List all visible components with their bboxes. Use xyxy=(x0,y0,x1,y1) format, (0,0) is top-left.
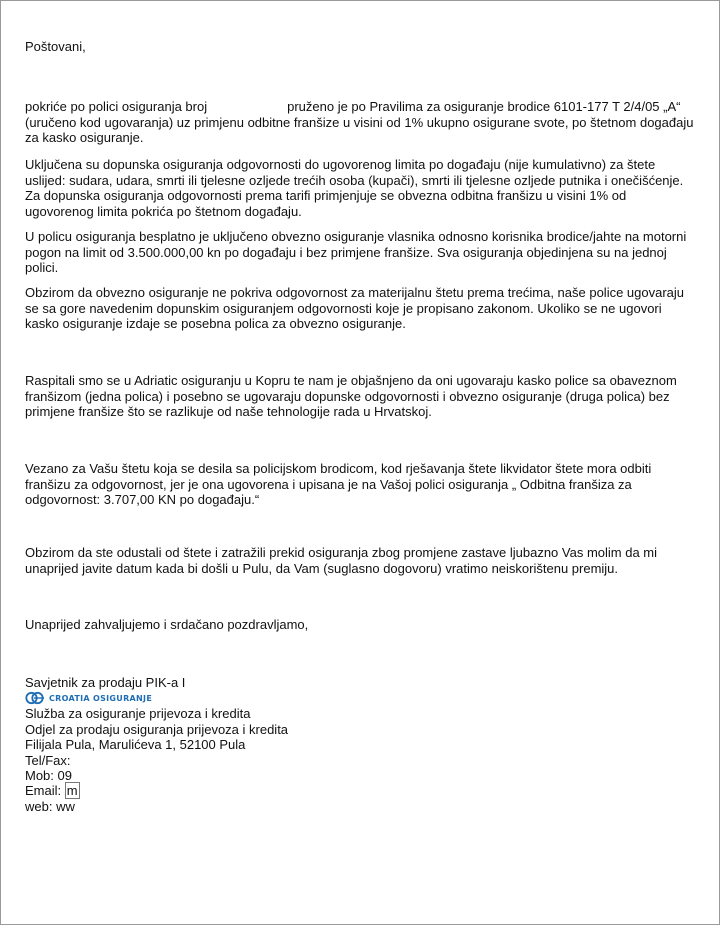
greeting: Poštovani, xyxy=(25,39,86,54)
paragraph-material-damage: Obzirom da obvezno osiguranje ne pokriva odgovornost za materijalnu štetu prema trećima, naše police ugovaraju se sa gore navedenim dopunskim osiguranjem odgovornosti koje je propisano zakonom. Ukoliko se ne ugovori kasko osiguranje izdaje se posebna polica za obvezno osiguranje. xyxy=(25,285,685,332)
paragraph-claim-franchise: Vezano za Vašu štetu koja se desila sa policijskom brodicom, kod rješavanja štete likvidator štete mora odbiti franšizu za odgovornost, jer je ona ugovorena i upisana je na Vašoj polici osiguranja „ Odbitna franšiza za odgovornost: 3.707,00 KN po događaju.“ xyxy=(25,461,652,508)
paragraph-policy-coverage xyxy=(25,99,695,146)
signature-web[interactable]: web: ww xyxy=(25,798,75,814)
email-link[interactable]: m xyxy=(66,783,78,799)
signature-block xyxy=(25,675,288,814)
company-logo xyxy=(25,690,288,706)
signature-email: Email: m xyxy=(25,783,78,799)
logo-text: CROATIA OSIGURANJE xyxy=(49,693,153,703)
signature-address: Filijala Pula, Marulićeva 1, 52100 Pula xyxy=(25,737,246,753)
signature-telfax: Tel/Fax: xyxy=(25,752,71,768)
paragraph-mandatory-insurance: U policu osiguranja besplatno je uključeno obvezno osiguranje vlasnika odnosno korisnika brodice/jahte na motorni pogon na limit od 3.500.000,00 kn po događaju i bez primjene franšize. Sva osiguranja objedinjena su na jednoj polici. xyxy=(25,229,687,276)
paragraph-adriatic-comparison: Raspitali smo se u Adriatic osiguranju u Kopru te nam je objašnjeno da oni ugovaraju kasko police sa obaveznom franšizom (jedna polica) i posebno se ugovaraju dopunske odgovornosti i obvezno osiguranje (druga polica) bez primjene franšize što se razlikuje od naše tehnologije rada u Hrvatskoj. xyxy=(25,373,677,420)
signature-department: Služba za osiguranje prijevoza i kredita xyxy=(25,706,251,722)
policy-text-start: pokriće po polici osiguranja broj xyxy=(25,99,208,114)
signature-mobile: Mob: 09 xyxy=(25,768,72,784)
croatia-logo-icon xyxy=(25,691,45,705)
closing-line: Unaprijed zahvaljujemo i srdačano pozdravljamo, xyxy=(25,617,309,632)
signature-office: Odjel za prodaju osiguranja prijevoza i kredita xyxy=(25,721,289,737)
policy-text-rest: pruženo je po Pravilima za osiguranje brodice 6101-177 T 2/4/05 „A“ (uručeno kod ugovaranja) uz primjenu odbitne franšize u visini od 1% ukupno osigurane svote, po štetnom događaju za kasko osiguranje. xyxy=(25,99,694,146)
paragraph-additional-liability: Uključena su dopunska osiguranja odgovornosti do ugovorenog limita po događaju (nije kumulativno) za štete uslijed: sudara, udara, smrti ili tjelesne ozljede trećih osoba (kupači), smrti ili tjelesne ozljede putnika i onečišćenje. Za dopunska osiguranja odgovornosti prema tarifi primjenjuje se obvezna odbitna franšizu u visini 1% od ugovorenog limita pokrića po štetnom događaju. xyxy=(25,157,684,220)
paragraph-refund-request: Obzirom da ste odustali od štete i zatražili prekid osiguranja zbog promjene zastave ljubazno Vas molim da mi unaprijed javite datum kada bi došli u Pulu, da Vam (suglasno dogovoru) vratimo neiskorištenu premiju. xyxy=(25,545,658,576)
signature-role: Savjetnik za prodaju PIK-a I xyxy=(25,675,186,690)
